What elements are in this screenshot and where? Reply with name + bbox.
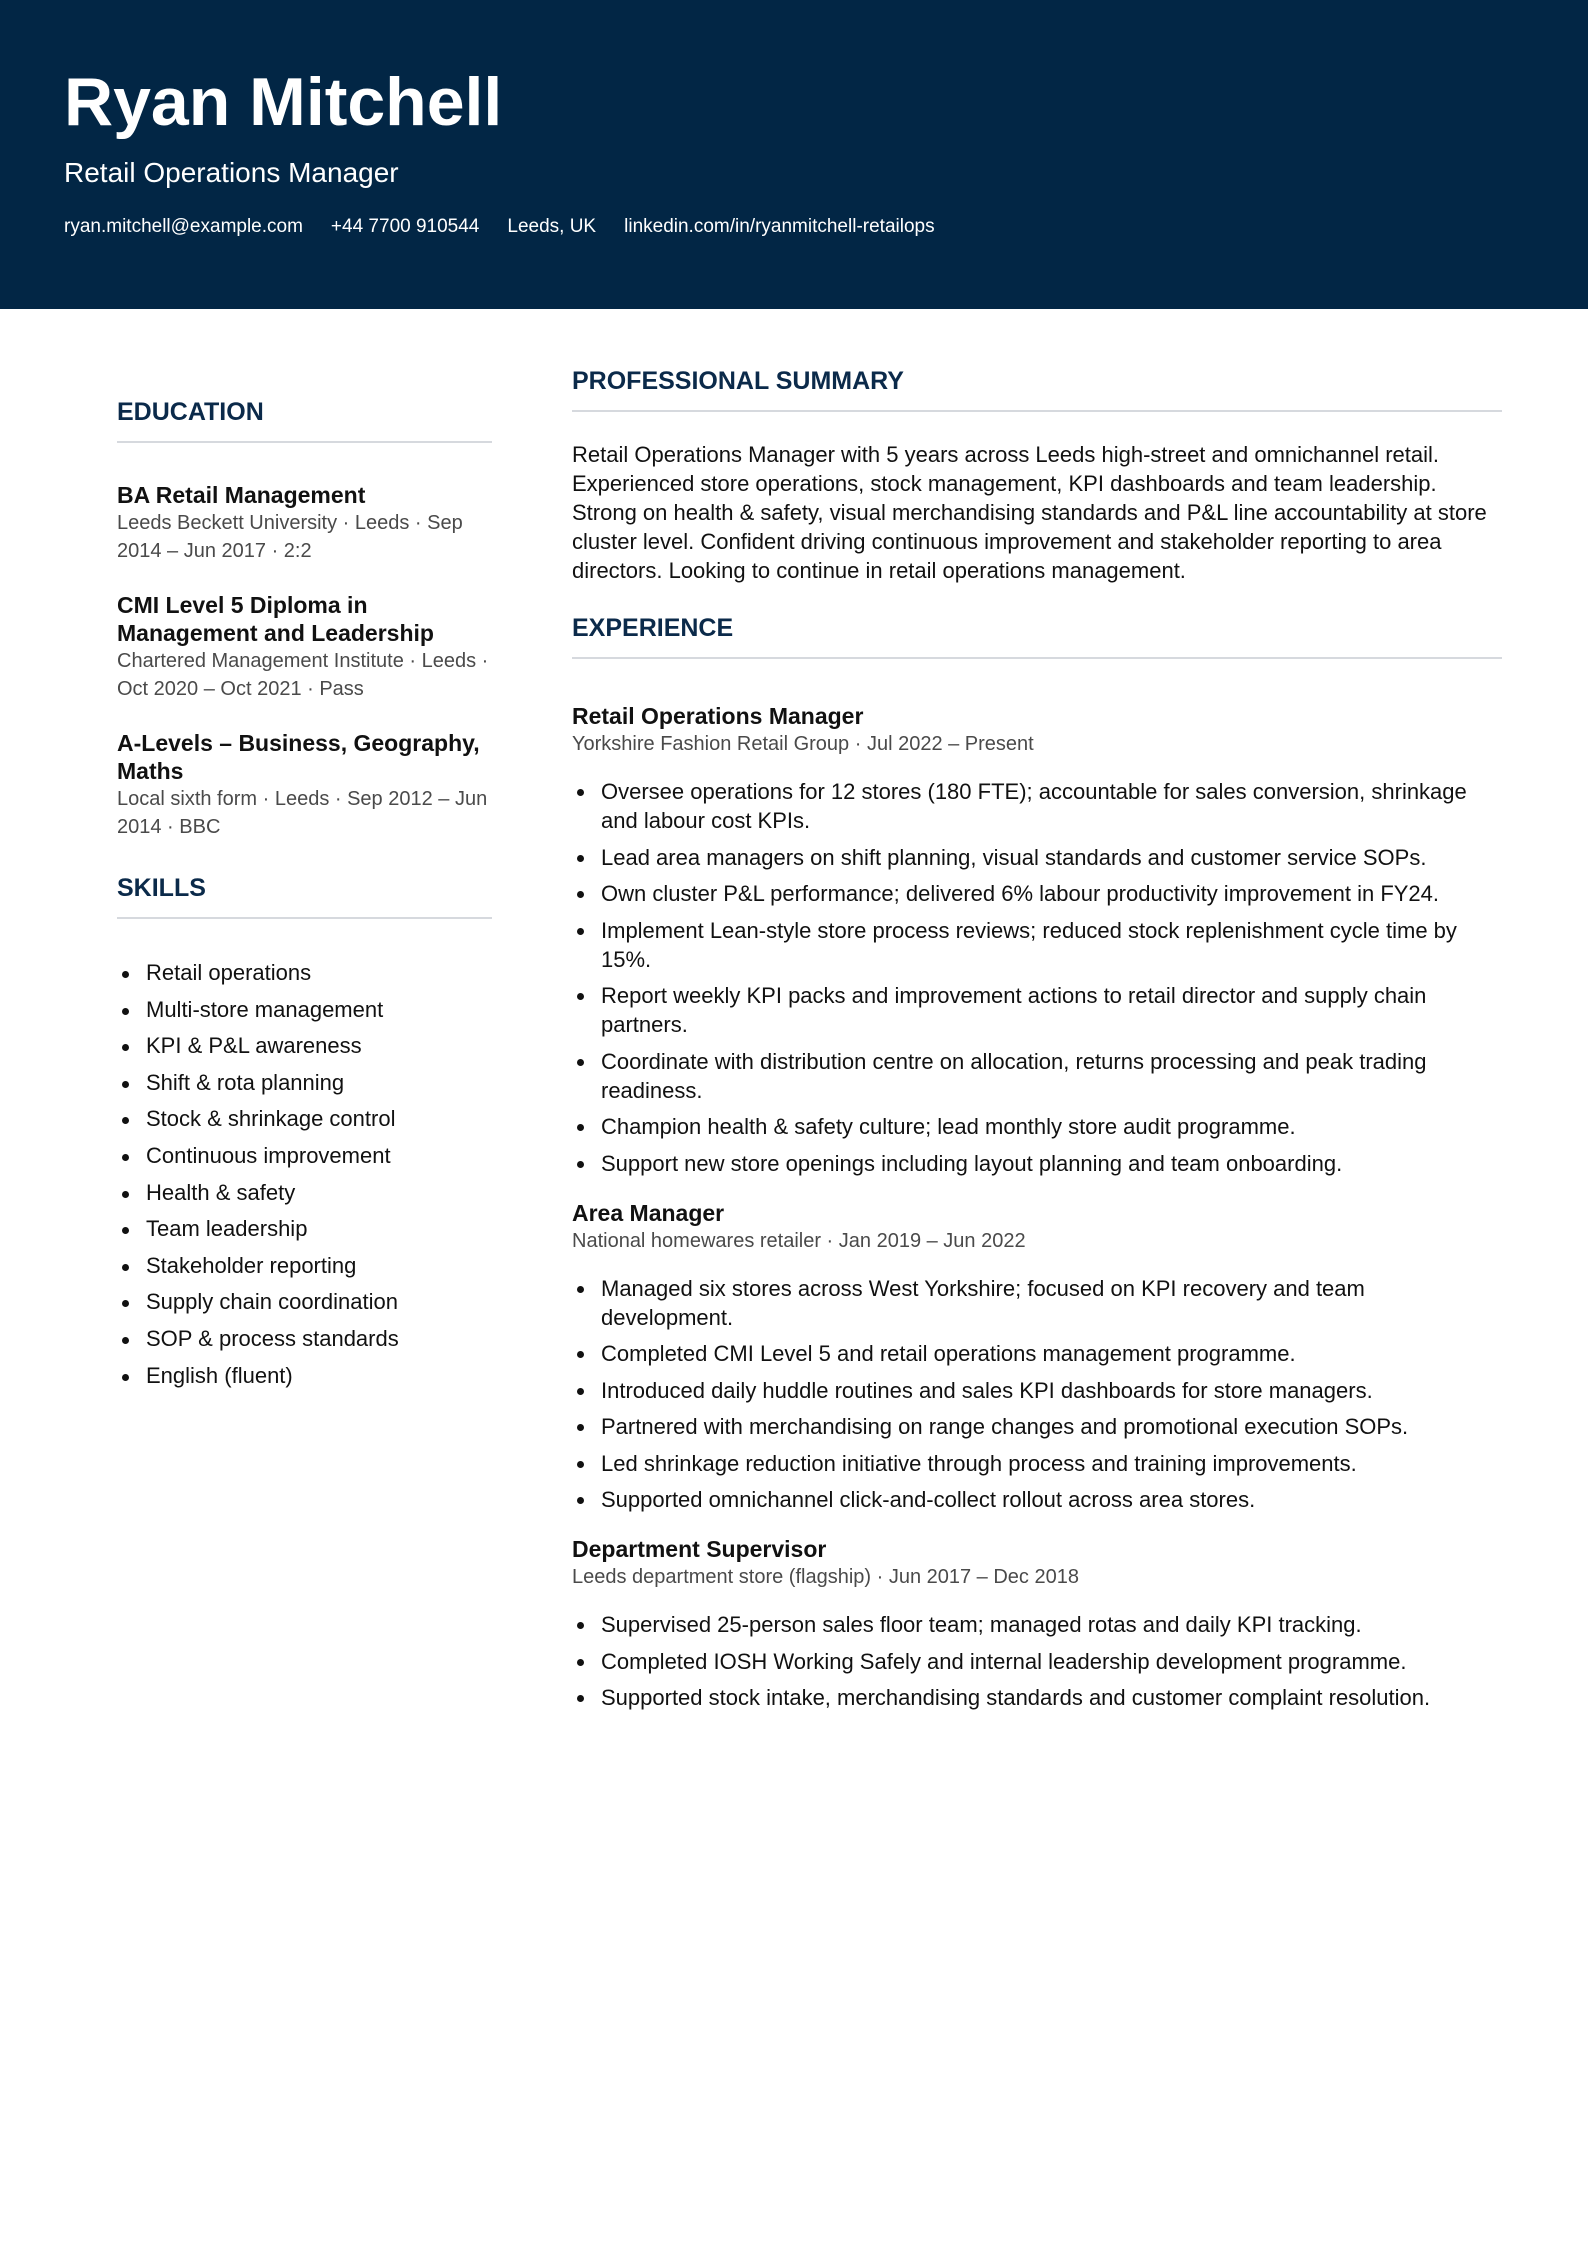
candidate-role: Retail Operations Manager xyxy=(64,157,399,188)
contact-linkedin[interactable]: linkedin.com/in/ryanmitchell-retailops xyxy=(624,216,935,237)
contact-email[interactable]: ryan.mitchell@example.com xyxy=(64,216,303,237)
education-item xyxy=(117,591,492,703)
skill-item: Team leadership xyxy=(117,1211,492,1248)
contact-location: Leeds, UK xyxy=(507,216,597,237)
education-meta: Chartered Management Institute · Leeds · Oct 2020 – Oct 2021 · Pass xyxy=(117,650,489,700)
skill-item: English (fluent) xyxy=(117,1358,492,1395)
job-bullet: Lead area managers on shift planning, visual standards and customer service SOPs. xyxy=(572,843,1502,872)
job-bullet: Led shrinkage reduction initiative through process and training improvements. xyxy=(572,1449,1502,1478)
skill-item: Supply chain coordination xyxy=(117,1284,492,1321)
job-bullet: Supported omnichannel click-and-collect rollout across area stores. xyxy=(572,1485,1502,1514)
summary-heading: PROFESSIONAL SUMMARY xyxy=(572,364,1502,412)
job-bullet: Own cluster P&L performance; delivered 6% labour productivity improvement in FY24. xyxy=(572,879,1502,908)
skill-item: Retail operations xyxy=(117,955,492,992)
job-entry xyxy=(572,1198,1502,1515)
education-item xyxy=(117,481,492,565)
summary-section xyxy=(572,364,1502,585)
skill-item: Shift & rota planning xyxy=(117,1065,492,1102)
job-bullet: Managed six stores across West Yorkshire; focused on KPI recovery and team development. xyxy=(572,1274,1502,1332)
job-bullets xyxy=(572,777,1502,1178)
job-entry xyxy=(572,1534,1502,1712)
education-item xyxy=(117,729,492,841)
job-meta: National homewares retailer · Jan 2019 – Jun 2022 xyxy=(572,1229,1026,1252)
candidate-name: Ryan Mitchell xyxy=(64,64,503,140)
job-title: Department Supervisor xyxy=(572,1536,827,1562)
job-bullets xyxy=(572,1610,1502,1712)
skill-item: Multi-store management xyxy=(117,992,492,1029)
education-meta: Leeds Beckett University · Leeds · Sep 2014 – Jun 2017 · 2:2 xyxy=(117,512,463,562)
job-bullets xyxy=(572,1274,1502,1515)
job-title: Retail Operations Manager xyxy=(572,703,864,729)
job-bullet: Supported stock intake, merchandising standards and customer complaint resolution. xyxy=(572,1683,1502,1712)
education-degree: CMI Level 5 Diploma in Management and Leadership xyxy=(117,592,434,646)
job-bullet: Implement Lean-style store process reviews; reduced stock replenishment cycle time by 15%. xyxy=(572,916,1502,974)
contact-bar xyxy=(64,214,935,240)
resume-header xyxy=(0,0,1588,309)
education-degree: A-Levels – Business, Geography, Maths xyxy=(117,730,480,784)
job-bullet: Report weekly KPI packs and improvement actions to retail director and supply chain partners. xyxy=(572,981,1502,1039)
job-bullet: Completed IOSH Working Safely and internal leadership development programme. xyxy=(572,1647,1502,1676)
job-bullet: Oversee operations for 12 stores (180 FTE); accountable for sales conversion, shrinkage and labour cost KPIs. xyxy=(572,777,1502,835)
contact-phone[interactable]: +44 7700 910544 xyxy=(330,216,480,237)
job-bullet: Champion health & safety culture; lead monthly store audit programme. xyxy=(572,1112,1502,1141)
experience-section xyxy=(572,611,1502,1712)
job-bullet: Support new store openings including layout planning and team onboarding. xyxy=(572,1149,1502,1178)
skill-item: SOP & process standards xyxy=(117,1321,492,1358)
right-column xyxy=(572,364,1502,1732)
skill-item: Health & safety xyxy=(117,1175,492,1212)
summary-text: Retail Operations Manager with 5 years across Leeds high-street and omnichannel retail. Experienced store operations, stock management, KPI dashboards and team leadership. Strong on health & safety, visual merchandising standards and P&L line accountability at store cluster level. Confident driving continuous improvement and stakeholder reporting to area directors. Looking to continue in retail operations management. xyxy=(572,442,1487,583)
skill-item: Stakeholder reporting xyxy=(117,1248,492,1285)
job-entry xyxy=(572,701,1502,1178)
skill-item: Stock & shrinkage control xyxy=(117,1101,492,1138)
skills-list xyxy=(117,955,492,1394)
experience-heading: EXPERIENCE xyxy=(572,611,1502,659)
job-meta: Leeds department store (flagship) · Jun 2017 – Dec 2018 xyxy=(572,1566,1079,1588)
job-bullet: Introduced daily huddle routines and sales KPI dashboards for store managers. xyxy=(572,1376,1502,1405)
job-meta: Yorkshire Fashion Retail Group · Jul 2022 – Present xyxy=(572,733,1034,755)
left-column xyxy=(117,395,492,1394)
skill-item: KPI & P&L awareness xyxy=(117,1028,492,1065)
job-bullet: Completed CMI Level 5 and retail operations management programme. xyxy=(572,1339,1502,1368)
skills-heading: SKILLS xyxy=(117,871,492,919)
education-meta: Local sixth form · Leeds · Sep 2012 – Jun 2014 · BBC xyxy=(117,788,488,838)
education-section xyxy=(117,395,492,841)
education-list xyxy=(117,481,492,841)
job-bullet: Partnered with merchandising on range changes and promotional execution SOPs. xyxy=(572,1412,1502,1441)
job-title: Area Manager xyxy=(572,1199,725,1226)
job-bullet: Coordinate with distribution centre on allocation, returns processing and peak trading readiness. xyxy=(572,1047,1502,1105)
education-heading: EDUCATION xyxy=(117,395,492,443)
education-degree: BA Retail Management xyxy=(117,482,366,508)
skill-item: Continuous improvement xyxy=(117,1138,492,1175)
skills-section xyxy=(117,871,492,1394)
job-bullet: Supervised 25-person sales floor team; managed rotas and daily KPI tracking. xyxy=(572,1610,1502,1639)
